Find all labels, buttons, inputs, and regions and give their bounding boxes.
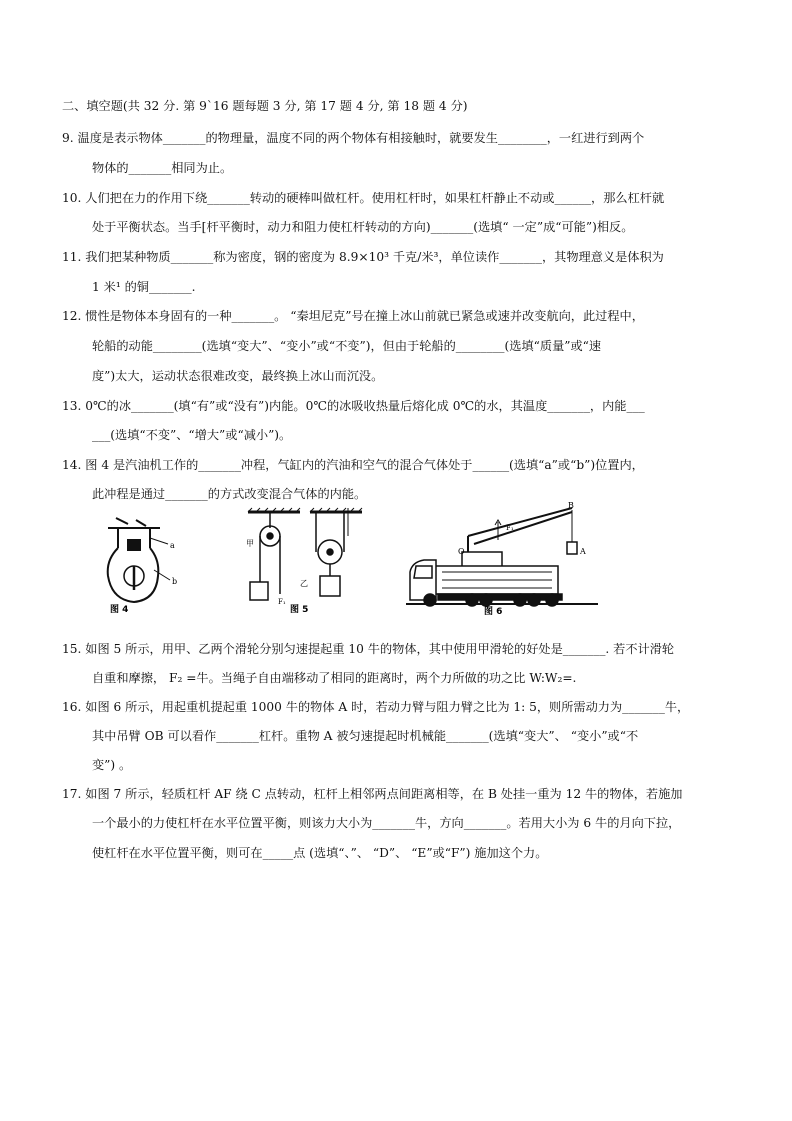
- question-13-line-2: ___(选填“不变”、“增大”或“减小”)。: [92, 428, 292, 442]
- question-15-line-1: 15. 如图 5 所示，用甲、乙两个滑轮分别匀速提起重 10 牛的物体，其中使用甲滑轮的好处是_______. 若不计滑轮: [62, 642, 675, 656]
- question-17-line-3: 使杠杆在水平位置平衡，则可在_____点 (选填“、”、 “D”、 “E”或“F”) 施加这个力。: [92, 846, 548, 860]
- figure-6-caption: 图 6: [484, 607, 503, 616]
- figure-6-label-a: A: [580, 547, 586, 556]
- figure-4-drawing: [96, 510, 186, 614]
- figure-5: [244, 506, 368, 614]
- figure-6-label-o: O: [458, 547, 465, 556]
- figure-5-caption: 图 5: [290, 605, 309, 614]
- figure-6: [402, 500, 602, 616]
- figure-6-label-f: F₁: [506, 524, 514, 532]
- figure-5-label-yi: 乙: [300, 579, 308, 588]
- question-10-line-1: 10. 人们把在力的作用下绕_______转动的硬棒叫做杠杆。使用杠杆时，如果杠杆静止不动或______，那么杠杆就: [62, 191, 665, 205]
- question-10-line-2: 处于平衡状态。当手[杆平衡时，动力和阻力使杠杆转动的方向)_______(选填“ 一定”成“可能”)相反。: [92, 220, 634, 234]
- question-16-line-1: 16. 如图 6 所示，用起重机提起重 1000 牛的物体 A 时，若动力臂与阻力臂之比为 1: 5，则所需动力为_______牛，: [62, 700, 690, 714]
- question-9-line-1: 9. 温度是表示物体_______的物理量，温度不同的两个物体有相接触时，就要发生________，一红进行到两个: [62, 131, 645, 145]
- question-17-line-1: 17. 如图 7 所示，轻质杠杆 AF 绕 C 点转动，杠杆上相邻两点间距离相等，在 B 处挂一重为 12 牛的物体，若施加: [62, 787, 683, 801]
- question-12-line-1: 12. 惯性是物体本身固有的一种_______。 “秦坦尼克”号在撞上冰山前就已紧急或速并改变航向，此过程中，: [62, 309, 644, 323]
- question-15-line-2: 自重和摩擦， F₂ =牛。当绳子自由端移动了相同的距离时，两个力所做的功之比 W:W₂=.: [92, 671, 577, 685]
- figure-5-label-jia: 甲: [246, 539, 254, 548]
- question-16-line-2: 其中吊臂 OB 可以看作_______杠杆。重物 A 被匀速提起时机械能_______(选填“变大”、 “变小”或“不: [92, 729, 639, 743]
- section-header: 二、填空题(共 32 分. 第 9`16 题每题 3 分, 第 17 题 4 分, 第 18 题 4 分): [62, 99, 468, 113]
- figure-4-caption: 图 4: [110, 605, 129, 614]
- question-11-line-2: 1 米¹ 的铜_______.: [92, 280, 196, 294]
- figure-5-label-f: F₁: [278, 598, 286, 606]
- question-12-line-2: 轮船的动能________(选填“变大”、“变小”或“不变”)，但由于轮船的________(选填“质量”或“速: [92, 339, 602, 353]
- question-11-line-1: 11. 我们把某种物质_______称为密度，钢的密度为 8.9×10³ 千克/米³，单位读作_______，其物理意义是体积为: [62, 250, 664, 264]
- figure-6-drawing: [402, 500, 602, 616]
- figure-4-label-a: a: [170, 541, 175, 550]
- figure-4: [96, 510, 186, 614]
- question-9-line-2: 物体的_______相同为止。: [92, 161, 233, 175]
- question-17-line-2: 一个最小的力使杠杆在水平位置平衡，则该力大小为_______牛，方向_______。若用大小为 6 牛的月向下拉，: [92, 816, 681, 830]
- figure-5-drawing: [244, 506, 368, 614]
- figure-4-label-b: b: [172, 577, 178, 586]
- question-16-line-3: 变”) 。: [92, 758, 132, 772]
- question-13-line-1: 13. 0℃的冰_______(填“有”或“没有”)内能。0℃的冰吸收热量后熔化成 0℃的水，其温度_______，内能___: [62, 399, 645, 413]
- question-12-line-3: 度”)太大，运动状态很难改变，最终换上冰山而沉没。: [92, 369, 384, 383]
- question-14-line-1: 14. 图 4 是汽油机工作的_______冲程，气缸内的汽油和空气的混合气体处于______(选填“a”或“b”)位置内，: [62, 458, 644, 472]
- question-14-line-2: 此冲程是通过_______的方式改变混合气体的内能。: [92, 487, 367, 501]
- figure-6-label-b: B: [568, 501, 574, 510]
